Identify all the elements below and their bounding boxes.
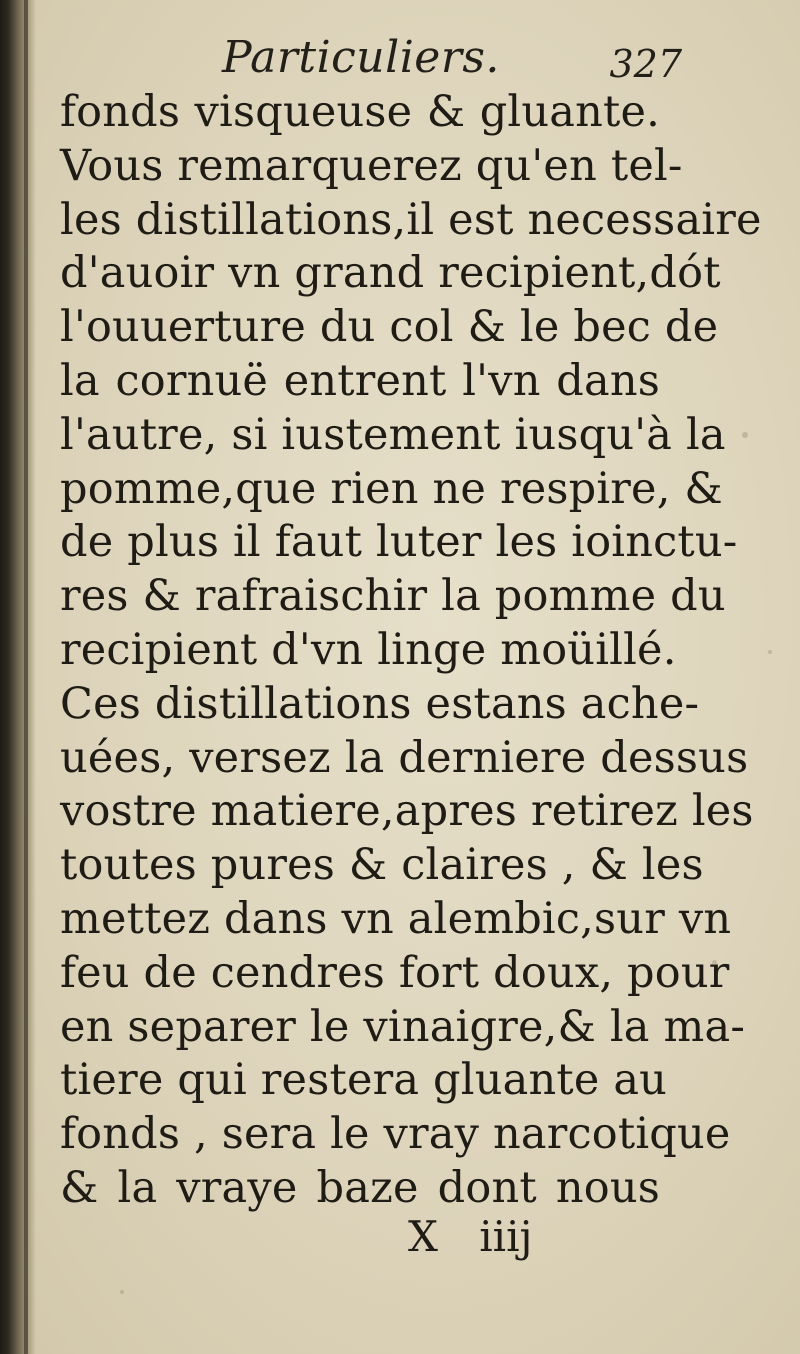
text-line: toutes pures & claires , & les [60,840,704,891]
page-number: 327 [609,42,682,86]
text-line: l'ouuerture du col & le bec de [60,302,719,353]
text-line: uées, versez la derniere dessus [60,732,749,783]
text-line: vostre matiere,apres retirez les [60,786,754,837]
text-line: en separer le vinaigre,& la ma- [60,1001,746,1052]
text-line: les distillations,il est necessaire [60,194,762,245]
text-line: recipient d'vn linge moüillé. [60,624,677,675]
text-line: la cornuë entrent l'vn dans [60,355,660,406]
running-title: Particuliers. [222,32,500,83]
text-line: de plus il faut luter les ioinctu- [60,517,738,568]
paper-fleck [742,432,748,438]
text-line: feu de cendres fort doux, pour [60,947,730,998]
text-line: & la vraye baze dont nous [60,1162,660,1213]
signature-mark: X iiij [408,1212,533,1261]
text-line: pomme,que rien ne respire, & [60,463,723,514]
paper-fleck [768,650,772,654]
text-line: mettez dans vn alembic,sur vn [60,893,732,944]
text-line: Vous remarquerez qu'en tel- [60,140,683,191]
text-line: fonds , sera le vray narcotique [60,1109,731,1160]
paper-fleck [120,1290,124,1294]
text-line: l'autre, si iustement iusqu'à la [60,409,726,460]
paper-fleck [712,960,717,965]
text-line: res & rafraischir la pomme du [60,571,726,622]
text-line: fonds visqueuse & gluante. [60,87,660,137]
body-text [60,86,762,1216]
page-binding-edge [0,0,36,1354]
text-line: tiere qui restera gluante au [60,1055,668,1106]
text-line: Ces distillations estans ache- [60,678,700,729]
page-header [62,28,682,88]
page-gutter-line [24,0,28,1354]
text-line: d'auoir vn grand recipient,dót [60,248,721,299]
